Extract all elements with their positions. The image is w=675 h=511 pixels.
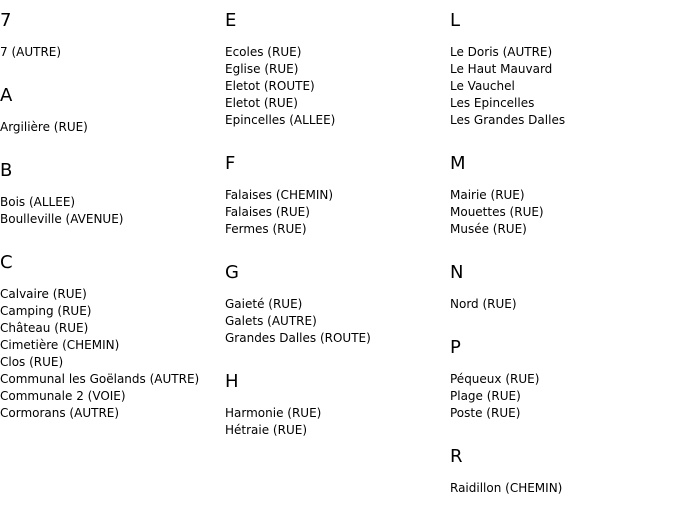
street-link[interactable]: Communal les Goëlands (AUTRE) <box>0 372 200 386</box>
street-link[interactable]: Cimetière (CHEMIN) <box>0 338 120 352</box>
letter-group-7 <box>0 0 222 75</box>
street-index-column-3 <box>450 0 672 511</box>
letter-group-f <box>225 143 447 252</box>
index-letter: G <box>225 262 239 283</box>
letter-group-e <box>225 0 447 143</box>
street-index-column-2 <box>225 0 447 453</box>
street-list <box>0 194 222 228</box>
street-list <box>225 44 447 129</box>
street-link[interactable]: Calvaire (RUE) <box>0 287 87 301</box>
street-list <box>225 187 447 238</box>
index-letter: F <box>225 153 236 174</box>
index-letter: H <box>225 371 239 392</box>
index-letter: 7 <box>0 10 12 31</box>
letter-group-g <box>225 252 447 361</box>
street-list <box>225 405 447 439</box>
street-link[interactable]: Galets (AUTRE) <box>225 314 317 328</box>
letter-group-p <box>450 327 672 436</box>
street-link[interactable]: Nord (RUE) <box>450 297 517 311</box>
street-list <box>450 187 672 238</box>
street-list <box>450 480 672 497</box>
street-list <box>225 296 447 347</box>
street-index-column-1 <box>0 0 222 436</box>
street-link[interactable]: Ecoles (RUE) <box>225 45 302 59</box>
index-letter: L <box>450 10 461 31</box>
street-list <box>450 44 672 129</box>
street-link[interactable]: Eglise (RUE) <box>225 62 299 76</box>
letter-group-h <box>225 361 447 453</box>
street-link[interactable]: Raidillon (CHEMIN) <box>450 481 563 495</box>
street-link[interactable]: Clos (RUE) <box>0 355 64 369</box>
index-letter: P <box>450 337 461 358</box>
street-link[interactable]: Bois (ALLEE) <box>0 195 76 209</box>
street-link[interactable]: Château (RUE) <box>0 321 89 335</box>
street-link[interactable]: Poste (RUE) <box>450 406 521 420</box>
index-letter: C <box>0 252 13 273</box>
street-link[interactable]: Mouettes (RUE) <box>450 205 544 219</box>
street-link[interactable]: Falaises (CHEMIN) <box>225 188 334 202</box>
letter-group-b <box>0 150 222 242</box>
street-link[interactable]: Communale 2 (VOIE) <box>0 389 126 403</box>
street-list <box>0 286 222 422</box>
street-link[interactable]: Hétraie (RUE) <box>225 423 307 437</box>
street-link[interactable]: Les Grandes Dalles <box>450 113 566 127</box>
letter-group-a <box>0 75 222 150</box>
letter-group-n <box>450 252 672 327</box>
street-list <box>450 296 672 313</box>
street-link[interactable]: Péqueux (RUE) <box>450 372 540 386</box>
letter-group-c <box>0 242 222 436</box>
street-link[interactable]: Boulleville (AVENUE) <box>0 212 124 226</box>
street-link[interactable]: Eletot (ROUTE) <box>225 79 315 93</box>
street-link[interactable]: Falaises (RUE) <box>225 205 310 219</box>
street-link[interactable]: Camping (RUE) <box>0 304 92 318</box>
street-list <box>0 44 222 61</box>
street-link[interactable]: Plage (RUE) <box>450 389 521 403</box>
index-letter: B <box>0 160 13 181</box>
street-link[interactable]: Gaieté (RUE) <box>225 297 303 311</box>
street-link[interactable]: Epincelles (ALLEE) <box>225 113 336 127</box>
letter-group-r <box>450 436 672 511</box>
index-letter: E <box>225 10 237 31</box>
index-letter: N <box>450 262 464 283</box>
street-link[interactable]: Mairie (RUE) <box>450 188 525 202</box>
street-link[interactable]: Musée (RUE) <box>450 222 527 236</box>
street-link[interactable]: Argilière (RUE) <box>0 120 88 134</box>
street-link[interactable]: Eletot (RUE) <box>225 96 298 110</box>
street-link[interactable]: Le Vauchel <box>450 79 515 93</box>
street-link[interactable]: Les Epincelles <box>450 96 535 110</box>
index-letter: R <box>450 446 463 467</box>
street-list <box>0 119 222 136</box>
street-link[interactable]: Le Haut Mauvard <box>450 62 553 76</box>
street-link[interactable]: Le Doris (AUTRE) <box>450 45 553 59</box>
street-link[interactable]: Harmonie (RUE) <box>225 406 322 420</box>
street-link[interactable]: Cormorans (AUTRE) <box>0 406 120 420</box>
index-letter: M <box>450 153 466 174</box>
street-link[interactable]: 7 (AUTRE) <box>0 45 62 59</box>
street-list <box>450 371 672 422</box>
letter-group-l <box>450 0 672 143</box>
street-link[interactable]: Fermes (RUE) <box>225 222 307 236</box>
index-letter: A <box>0 85 13 106</box>
letter-group-m <box>450 143 672 252</box>
street-link[interactable]: Grandes Dalles (ROUTE) <box>225 331 371 345</box>
